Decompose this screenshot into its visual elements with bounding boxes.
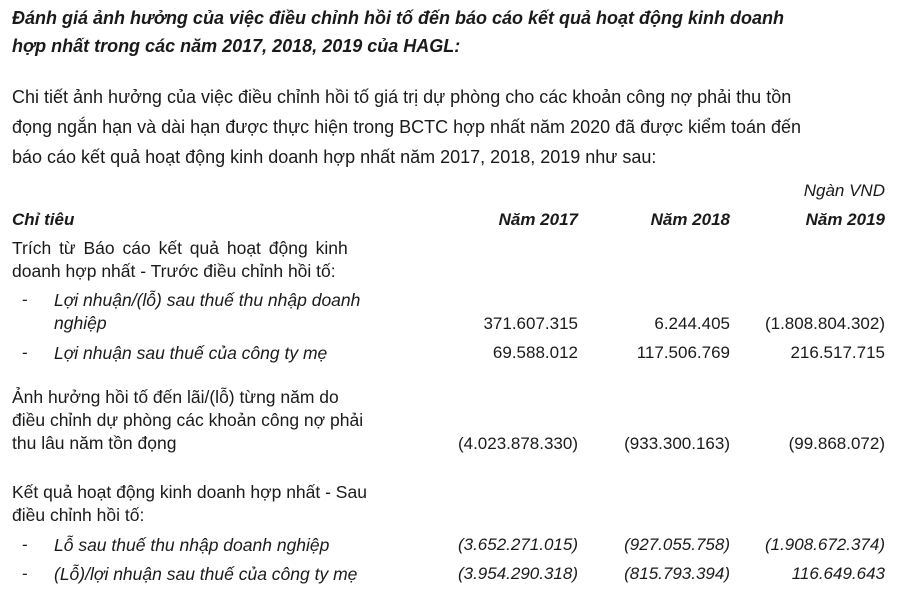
intro-line3: báo cáo kết quả hoạt động kinh doanh hợp nhất năm 2017, 2018, 2019 như sau: <box>12 147 657 167</box>
section3-row2-label: (Lỗ)/lợi nhuận sau thuế của công ty mẹ <box>54 564 358 584</box>
section1-row1-value-2018: 6.244.405 <box>654 314 730 333</box>
section-heading-line1: Đánh giá ảnh hưởng của việc điều chỉnh hồi tố đến báo cáo kết quả hoạt động kinh doanh <box>12 8 784 28</box>
section3-title-line2: điều chỉnh hồi tố: <box>12 505 145 525</box>
section1-row2-dash: - <box>22 343 28 362</box>
section1-row1-value-2019: (1.808.804.302) <box>764 314 885 333</box>
section1-row2-value-2019: 216.517.715 <box>790 343 885 362</box>
section2-value-2019: (99.868.072) <box>788 434 885 453</box>
section1-row1-label-line1: Lợi nhuận/(lỗ) sau thuế thu nhập doanh <box>54 290 361 310</box>
intro-line2: đọng ngắn hạn và dài hạn được thực hiện trong BCTC hợp nhất năm 2020 đã được kiểm toán đến <box>12 117 802 137</box>
section1-row2-label: Lợi nhuận sau thuế của công ty mẹ <box>54 343 328 363</box>
section3-row1-value-2019: (1.908.672.374) <box>764 535 885 554</box>
section3-row1-label: Lỗ sau thuế thu nhập doanh nghiệp <box>54 535 330 555</box>
section2-title-line1: Ảnh hưởng hồi tố đến lãi/(lỗ) từng năm do <box>12 387 339 407</box>
section1-row2-value-2018: 117.506.769 <box>636 343 730 362</box>
section2-title-line3: thu lâu năm tồn đọng <box>12 433 177 453</box>
col-header-criteria: Chỉ tiêu <box>12 210 75 229</box>
intro-line1: Chi tiết ảnh hưởng của việc điều chỉnh hồi tố giá trị dự phòng cho các khoản công nợ phải thu tồn <box>12 87 792 107</box>
section3-row2-value-2019: 116.649.643 <box>791 564 885 583</box>
col-header-2018: Năm 2018 <box>650 210 730 229</box>
section1-title-line2: doanh hợp nhất - Trước điều chỉnh hồi tố: <box>12 261 336 281</box>
section1-title-line1: Trích từ Báo cáo kết quả hoạt động kinh <box>12 238 348 258</box>
unit-label: Ngàn VND <box>803 181 885 200</box>
section1-row1-label-line2: nghiệp <box>54 313 107 333</box>
section1-row1-dash: - <box>22 290 28 309</box>
section1-row1-value-2017: 371.607.315 <box>483 314 578 333</box>
col-header-2019: Năm 2019 <box>805 210 885 229</box>
section3-row2-value-2017: (3.954.290.318) <box>457 564 578 583</box>
section3-row1-dash: - <box>22 535 28 554</box>
col-header-2017: Năm 2017 <box>498 210 578 229</box>
section3-row2-dash: - <box>22 564 28 583</box>
section-heading-line2: hợp nhất trong các năm 2017, 2018, 2019 của HAGL: <box>12 36 461 56</box>
section2-value-2018: (933.300.163) <box>624 434 730 453</box>
section3-title-line1: Kết quả hoạt động kinh doanh hợp nhất - Sau <box>12 482 367 502</box>
section3-row1-value-2017: (3.652.271.015) <box>457 535 578 554</box>
section2-title-line2: điều chỉnh dự phòng các khoản công nợ phải <box>12 410 364 430</box>
section1-row2-value-2017: 69.588.012 <box>492 343 578 362</box>
section3-row1-value-2018: (927.055.758) <box>624 535 730 554</box>
section2-value-2017: (4.023.878.330) <box>457 434 578 453</box>
section3-row2-value-2018: (815.793.394) <box>624 564 730 583</box>
